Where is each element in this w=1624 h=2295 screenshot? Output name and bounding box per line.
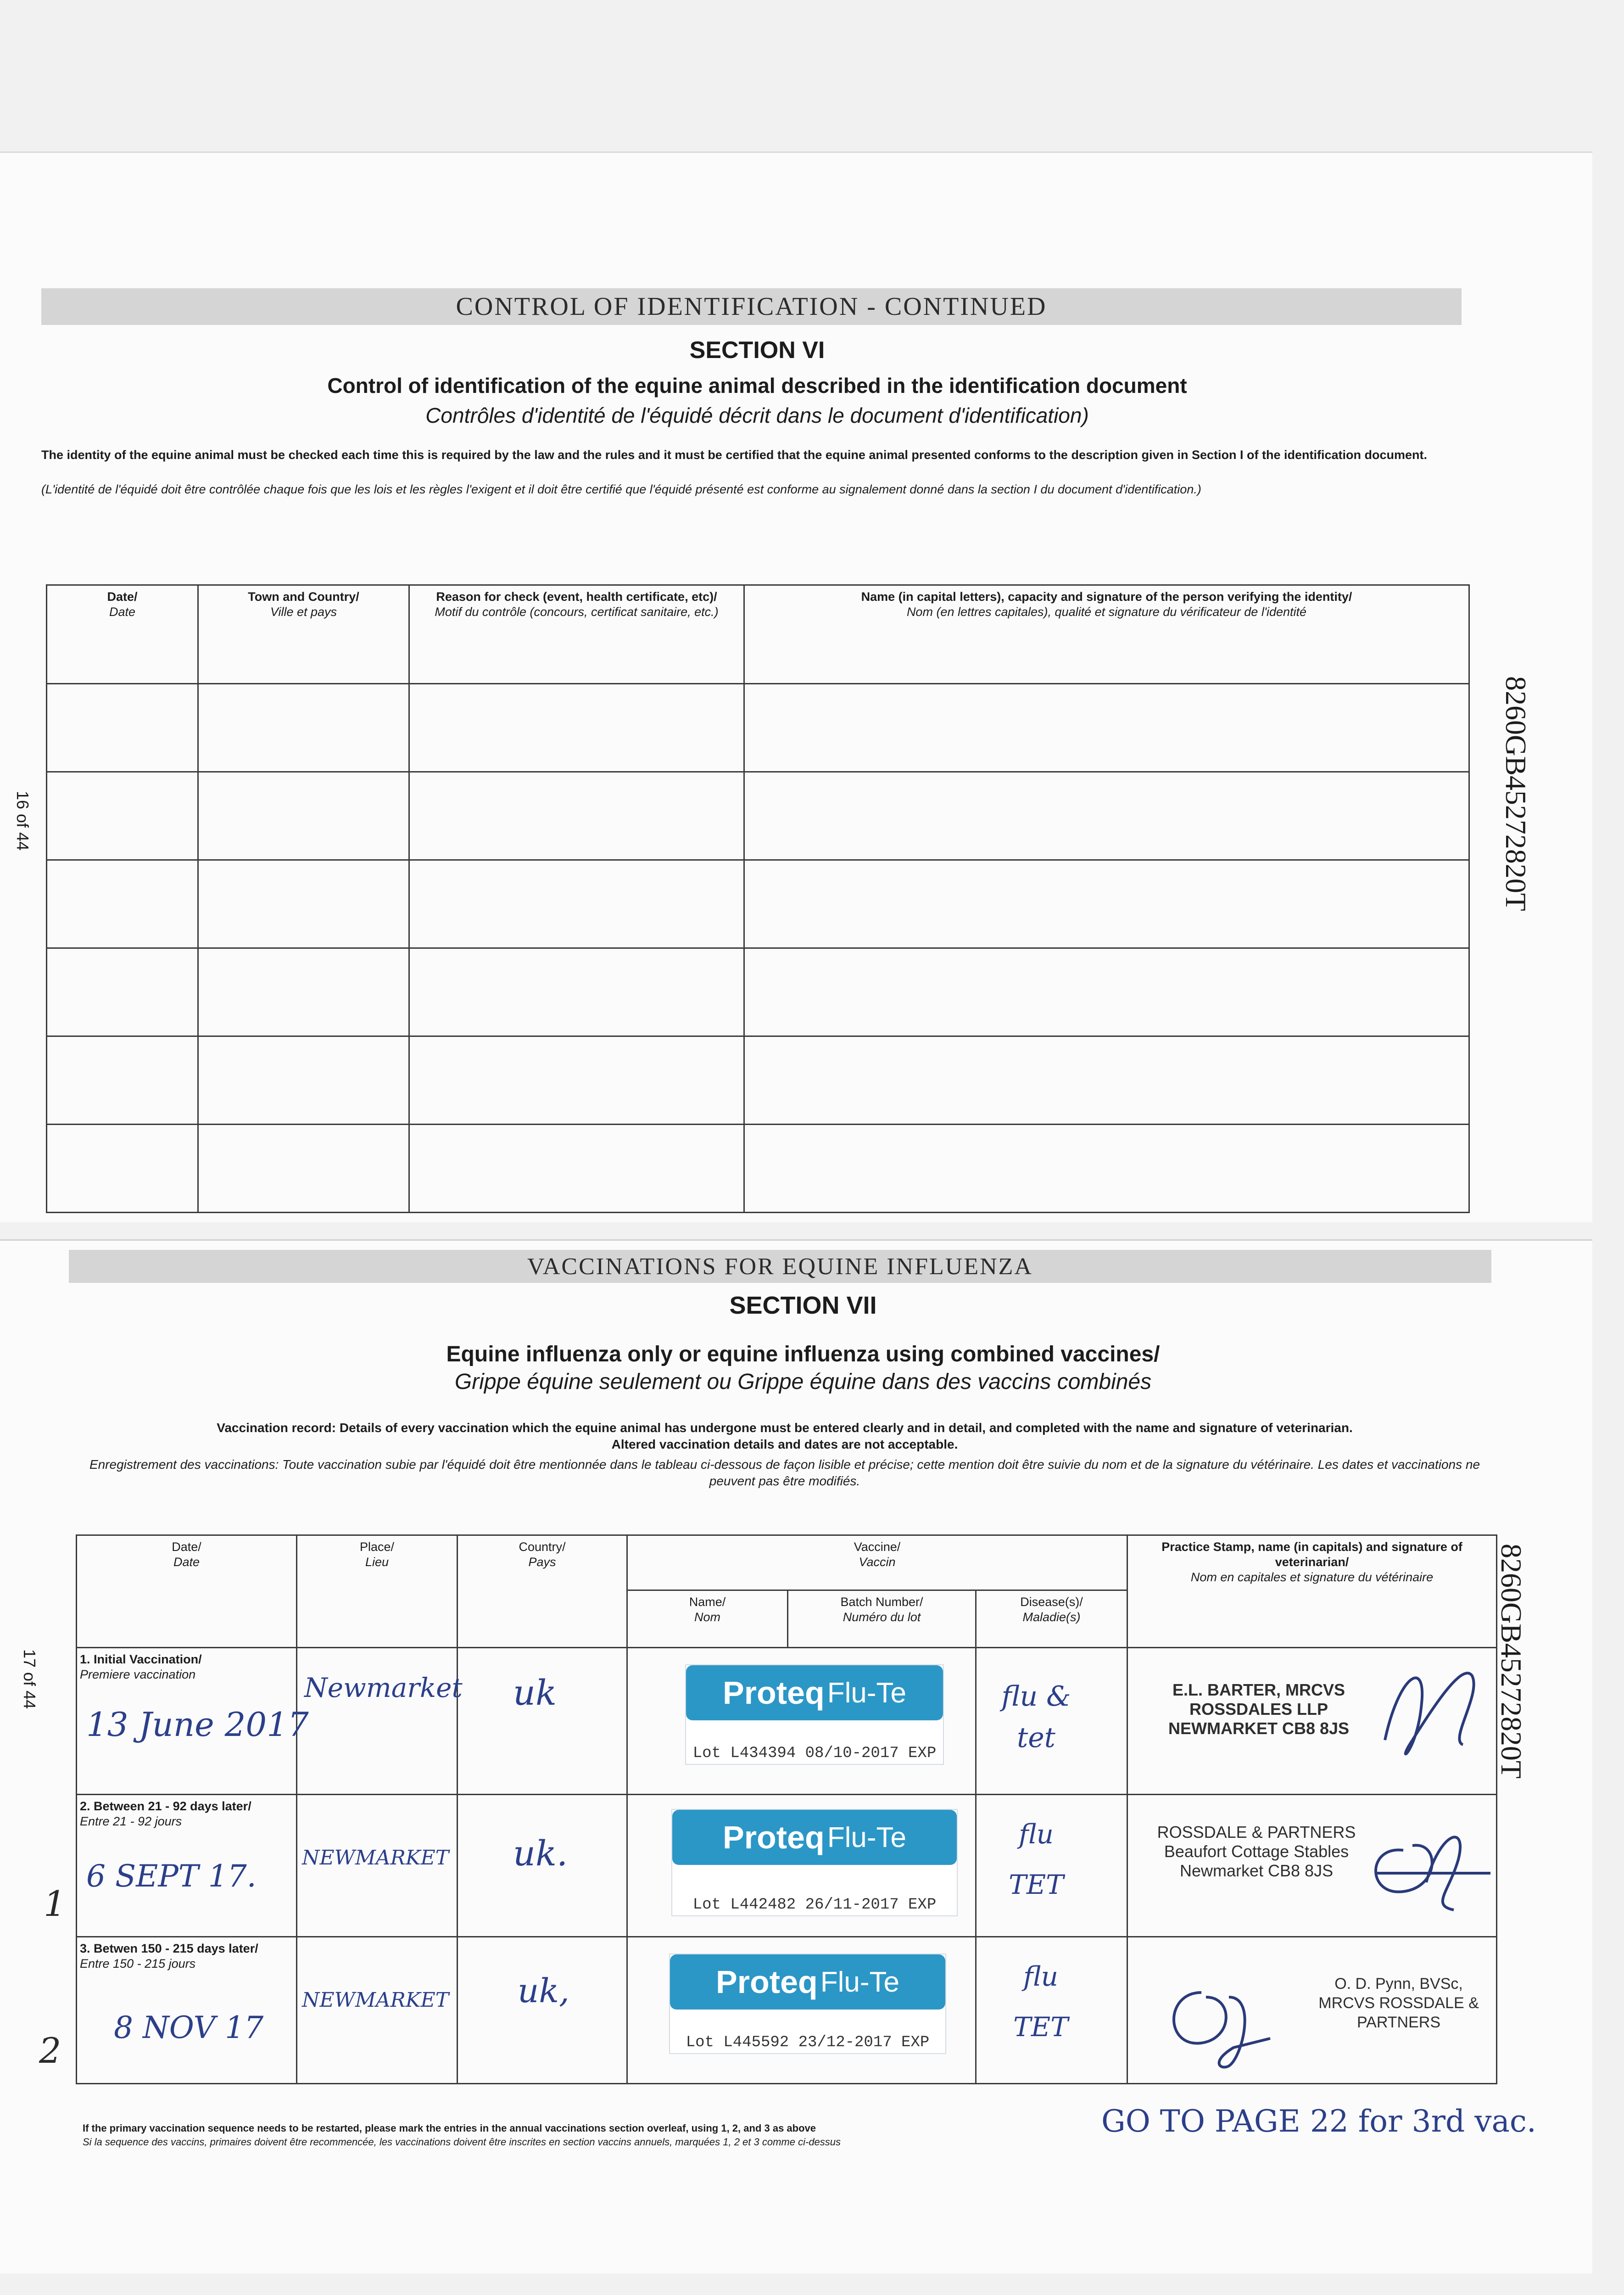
vaccine-label-cell	[627, 1795, 976, 1937]
vaccine-sticker	[685, 1664, 944, 1765]
handwritten-place: Newmarket	[304, 1672, 463, 1703]
verifier-cell[interactable]	[744, 772, 1469, 860]
section-title: SECTION VII	[729, 1292, 877, 1319]
heading-fr: Grippe équine seulement ou Grippe équine dans des vaccins combinés	[454, 1370, 1152, 1394]
header-reason: Reason for check (event, health certificate, etc)/ Motif du contrôle (concours, certificat sanitaire, etc.)	[409, 585, 744, 684]
town-cell[interactable]	[198, 684, 409, 772]
row-label: 3. Betwen 150 - 215 days later/	[80, 1942, 258, 1955]
town-cell[interactable]	[198, 860, 409, 948]
town-cell[interactable]	[198, 948, 409, 1036]
record-text-2: Altered vaccination details and dates are not acceptable.	[611, 1437, 958, 1451]
verifier-cell[interactable]	[744, 860, 1469, 948]
table-row	[77, 1937, 1497, 2084]
town-cell[interactable]	[198, 1125, 409, 1213]
band-title: CONTROL OF IDENTIFICATION - CONTINUED	[456, 292, 1047, 321]
vet-signature	[1151, 1956, 1289, 2075]
margin-note-2: 2	[39, 2030, 61, 2071]
town-cell[interactable]	[198, 1036, 409, 1125]
margin-note-1: 1	[44, 1883, 66, 1924]
table-row	[47, 684, 1469, 772]
handwritten-place: NEWMARKET	[302, 1846, 449, 1870]
band-title: VACCINATIONS FOR EQUINE INFLUENZA	[527, 1253, 1033, 1280]
date-cell[interactable]	[77, 1648, 309, 1795]
header-date: Date/ Date	[77, 1535, 297, 1648]
header-vaccine-name: Name/ Nom	[627, 1590, 788, 1648]
place-cell[interactable]	[297, 1937, 458, 2084]
handwritten-date: 8 NOV 17	[114, 2010, 264, 2045]
vaccine-brand: Proteq Flu-Te	[672, 1810, 957, 1865]
country-cell[interactable]	[458, 1937, 627, 2084]
table-row	[47, 1125, 1469, 1213]
section-band-control-identification	[41, 288, 1462, 325]
disease-cell[interactable]	[976, 1795, 1127, 1937]
section-title: SECTION VI	[689, 337, 825, 364]
handwritten-date: 13 June 2017	[86, 1705, 309, 1744]
section-band-vaccinations	[69, 1250, 1491, 1283]
lot-number: Lot L445592 23/12-2017 EXP	[686, 2034, 930, 2051]
vaccine-brand: Proteq Flu-Te	[686, 1665, 943, 1720]
table-row	[47, 948, 1469, 1036]
table-row	[47, 1036, 1469, 1125]
stamp-cell[interactable]	[1127, 1648, 1497, 1795]
place-cell[interactable]	[297, 1648, 463, 1795]
disease-cell[interactable]	[976, 1648, 1127, 1795]
lot-number: Lot L434394 08/10-2017 EXP	[692, 1745, 937, 1762]
row-label: 2. Between 21 - 92 days later/	[80, 1799, 251, 1813]
header-town-country: Town and Country/ Ville et pays	[198, 585, 409, 684]
handwritten-country: uk	[513, 1672, 557, 1713]
footnote-en: If the primary vaccination sequence needs to be restarted, please mark the entries in the annual vaccinations section overleaf, using 1, 2, and 3 as above	[83, 2122, 816, 2134]
document-id-17: 8260GB45272820T	[1495, 1544, 1528, 1779]
record-text: Details of every vaccination which the equine animal has undergone must be entered clearly and in detail, and completed with the name and signature of veterinarian.	[339, 1421, 1353, 1435]
row-label-fr: Entre 150 - 215 jours	[80, 1957, 196, 1970]
practice-stamp: E.L. BARTER, MRCVS ROSSDALES LLP NEWMARKET CB8 8JS	[1168, 1680, 1350, 1738]
vaccine-sticker	[671, 1809, 958, 1916]
header-batch: Batch Number/ Numéro du lot	[788, 1590, 976, 1648]
vet-signature	[1357, 1648, 1495, 1786]
reason-cell[interactable]	[409, 948, 744, 1036]
vaccination-record-fr: Enregistrement des vaccinations: Toute vaccination subie par l'équidé doit être mentionnée dans le tableau ci-dessous de façon lisible et précise; cette mention doit être suivie du nom et de la signature du vétérinaire. Les dates et vaccinations ne peuvent pas être modifiés.	[89, 1457, 1480, 1488]
vaccine-label-cell	[627, 1937, 976, 2084]
header-country: Country/ Pays	[458, 1535, 627, 1648]
verifier-cell[interactable]	[744, 1125, 1469, 1213]
vaccine-sticker	[669, 1954, 946, 2054]
header-date: Date/ Date	[47, 585, 198, 684]
date-cell[interactable]	[77, 1795, 297, 1937]
header-verifier: Name (in capital letters), capacity and signature of the person verifying the identity/ Nom (en lettres capitales), qualité et signature du vérificateur de l'identité	[744, 585, 1469, 684]
handwritten-date: 6 SEPT 17.	[86, 1858, 257, 1894]
disease-cell[interactable]	[976, 1937, 1127, 2084]
table-row	[77, 1795, 1497, 1937]
verifier-cell[interactable]	[744, 1036, 1469, 1125]
country-cell[interactable]	[458, 1795, 627, 1937]
page-number-17: 17 of 44	[20, 1649, 39, 1709]
header-vaccine: Vaccine/ Vaccin	[627, 1535, 1127, 1590]
header-place: Place/ Lieu	[297, 1535, 458, 1648]
reason-cell[interactable]	[409, 684, 744, 772]
document-id-16: 8260GB45272820T	[1500, 676, 1532, 911]
page-number-16: 16 of 44	[13, 791, 32, 851]
handwritten-place: NEWMARKET	[302, 1988, 449, 2012]
page-17	[0, 1239, 1592, 2273]
date-cell[interactable]	[47, 772, 198, 860]
date-cell[interactable]	[47, 1036, 198, 1125]
vaccine-brand: Proteq Flu-Te	[670, 1954, 945, 2010]
reason-cell[interactable]	[409, 1125, 744, 1213]
practice-stamp: O. D. Pynn, BVSc, MRCVS ROSSDALE & PARTNERS	[1318, 1975, 1479, 2031]
handwritten-country: uk,	[518, 1971, 569, 2010]
vet-signature	[1348, 1804, 1495, 1924]
table-header-row	[47, 585, 1469, 684]
country-cell[interactable]	[458, 1648, 627, 1795]
date-cell[interactable]	[47, 948, 198, 1036]
intro-fr: (L'identité de l'équidé doit être contrôlée chaque fois que les lois et les règles l'exigent et il doit être certifié que l'équidé présenté est conforme au signalement donné dans la section I du document d'identification.)	[41, 482, 1201, 496]
verifier-cell[interactable]	[744, 948, 1469, 1036]
header-disease: Disease(s)/ Maladie(s)	[976, 1590, 1127, 1648]
table-header-row	[77, 1535, 1497, 1590]
record-label: Vaccination record:	[217, 1421, 336, 1435]
vaccination-record-en	[87, 1420, 1482, 1453]
lot-number: Lot L442482 26/11-2017 EXP	[692, 1896, 937, 1914]
place-cell[interactable]	[297, 1795, 458, 1937]
row-label: 1. Initial Vaccination/	[80, 1652, 202, 1666]
date-cell[interactable]	[47, 860, 198, 948]
table-row	[77, 1648, 1497, 1795]
date-cell[interactable]	[47, 684, 198, 772]
stamp-cell[interactable]	[1127, 1795, 1497, 1937]
vaccination-table	[76, 1534, 1497, 2084]
handwritten-disease: flu & tet	[1001, 1680, 1071, 1754]
heading-en: Control of identification of the equine animal described in the identification document	[327, 374, 1187, 397]
table-row	[47, 772, 1469, 860]
town-cell[interactable]	[198, 772, 409, 860]
date-cell[interactable]	[77, 1937, 297, 2084]
row-label-fr: Premiere vaccination	[80, 1668, 196, 1681]
reason-cell[interactable]	[409, 772, 744, 860]
handwritten-disease: flu TET	[1009, 1819, 1064, 1900]
date-cell[interactable]	[47, 1125, 198, 1213]
verifier-cell[interactable]	[744, 684, 1469, 772]
heading-en: Equine influenza only or equine influenza using combined vaccines/	[446, 1342, 1160, 1366]
page-16	[0, 151, 1592, 1222]
footnote-fr: Si la sequence des vaccins, primaires doivent être recommencée, les vaccinations doivent être inscrites en section vaccins annuels, marquées 1, 2 et 3 comme ci-dessus	[83, 2136, 841, 2148]
practice-stamp: ROSSDALE & PARTNERS Beaufort Cottage Stables Newmarket CB8 8JS	[1157, 1823, 1356, 1880]
handwritten-bottom-note: GO TO PAGE 22 for 3rd vac.	[1101, 2104, 1536, 2139]
intro-en: The identity of the equine animal must be checked each time this is required by the law and the rules and it must be certified that the equine animal presented conforms to the description given in Section I of the identification document.	[41, 448, 1428, 462]
row-label-fr: Entre 21 - 92 jours	[80, 1814, 182, 1828]
handwritten-disease: flu TET	[1013, 1961, 1068, 2043]
identification-check-table	[46, 584, 1470, 1213]
table-row	[47, 860, 1469, 948]
reason-cell[interactable]	[409, 860, 744, 948]
reason-cell[interactable]	[409, 1036, 744, 1125]
stamp-cell[interactable]	[1127, 1937, 1497, 2084]
vaccine-label-cell	[627, 1648, 976, 1795]
handwritten-country: uk.	[513, 1833, 568, 1874]
header-stamp: Practice Stamp, name (in capitals) and signature of veterinarian/ Nom en capitales et signature du vétérinaire	[1127, 1535, 1497, 1648]
heading-fr: Contrôles d'identité de l'équidé décrit dans le document d'identification)	[425, 403, 1089, 427]
